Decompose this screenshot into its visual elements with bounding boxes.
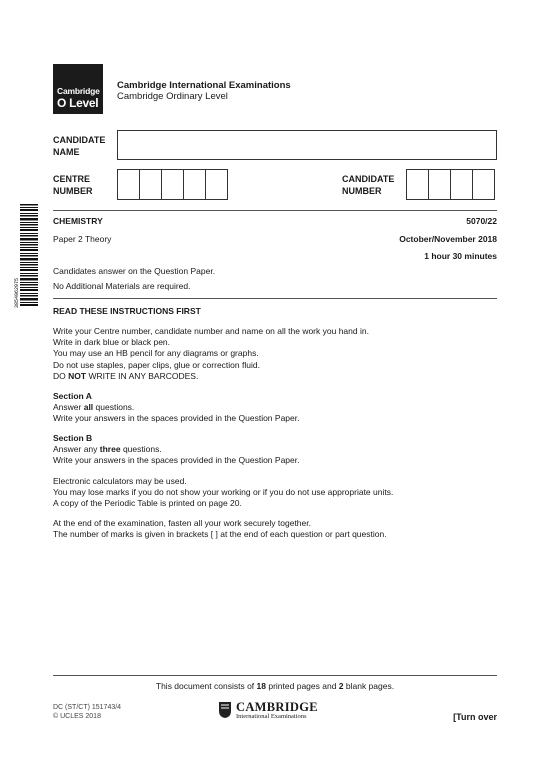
materials-note: No Additional Materials are required.: [53, 281, 191, 291]
cambridge-logo: [218, 700, 330, 722]
page-count: This document consists of 18 printed pages and 2 blank pages.: [155, 681, 395, 691]
digit-box[interactable]: [161, 169, 184, 200]
digit-box[interactable]: [450, 169, 473, 200]
digit-box[interactable]: [406, 169, 429, 200]
divider: [53, 210, 497, 211]
centre-number-label: CENTRE NUMBER: [53, 174, 93, 196]
candidate-name-label: CANDIDATE NAME: [53, 135, 106, 157]
crest-icon: [218, 701, 232, 719]
section-b-instructions: Section B Answer any three questions. Write your answers in the spaces provided in the Question Paper.: [53, 433, 300, 466]
digit-box[interactable]: [139, 169, 162, 200]
syllabus-code: 5070/22: [466, 216, 497, 226]
copyright: © UCLES 2018: [53, 713, 101, 720]
digit-box[interactable]: [428, 169, 451, 200]
candidate-number-boxes[interactable]: [407, 169, 495, 200]
paper-title: Paper 2 Theory: [53, 234, 112, 244]
candidate-number-label: CANDIDATE NUMBER: [342, 174, 395, 196]
divider: [53, 298, 497, 299]
digit-box[interactable]: [117, 169, 140, 200]
calculator-instructions: Electronic calculators may be used. You may lose marks if you do not show your working or if you do not use appropriate units. A copy of the Periodic Table is printed on page 20.: [53, 476, 394, 509]
digit-box[interactable]: [472, 169, 495, 200]
brand-subtitle: International Examinations: [236, 713, 307, 720]
digit-box[interactable]: [183, 169, 206, 200]
exam-session: October/November 2018: [399, 234, 497, 244]
exam-duration: 1 hour 30 minutes: [424, 251, 497, 261]
barcode: [14, 204, 44, 308]
exam-board-title: Cambridge International Examinations: [117, 80, 291, 91]
barcode-number: 3854962975: [14, 277, 20, 308]
answer-location: Candidates answer on the Question Paper.: [53, 266, 216, 276]
footer-ref: [53, 703, 121, 721]
end-instructions: At the end of the examination, fasten all your work securely together. The number of marks is given in brackets [ ] at the end of each question or part question.: [53, 518, 387, 540]
brand-name: CAMBRIDGE: [236, 700, 318, 714]
digit-box[interactable]: [205, 169, 228, 200]
logo-line2: O Level: [57, 96, 99, 110]
footer-divider: [53, 675, 497, 676]
subject: CHEMISTRY: [53, 216, 103, 226]
document-reference: DC (ST/CT) 151743/4: [53, 704, 122, 711]
instructions-title: READ THESE INSTRUCTIONS FIRST: [53, 306, 201, 316]
centre-number-boxes[interactable]: [118, 169, 228, 200]
barcode-instruction: DO NOT WRITE IN ANY BARCODES.: [53, 370, 199, 381]
cambridge-o-level-logo: [53, 64, 103, 114]
section-a-instructions: Section A Answer all questions. Write your answers in the spaces provided in the Question Paper.: [53, 391, 300, 424]
general-instructions: Write your Centre number, candidate number and name on all the work you hand in. Write in dark blue or black pen. You may use an HB pencil for any diagrams or graphs. Do not use staples, paper clips, glue or correction fluid. DO NOT WRITE IN ANY BARCODES.: [53, 326, 369, 381]
turn-over: [Turn over: [453, 712, 497, 722]
logo-line1: Cambridge: [57, 86, 100, 96]
exam-level-subtitle: Cambridge Ordinary Level: [117, 91, 228, 102]
candidate-name-box[interactable]: [117, 130, 497, 160]
